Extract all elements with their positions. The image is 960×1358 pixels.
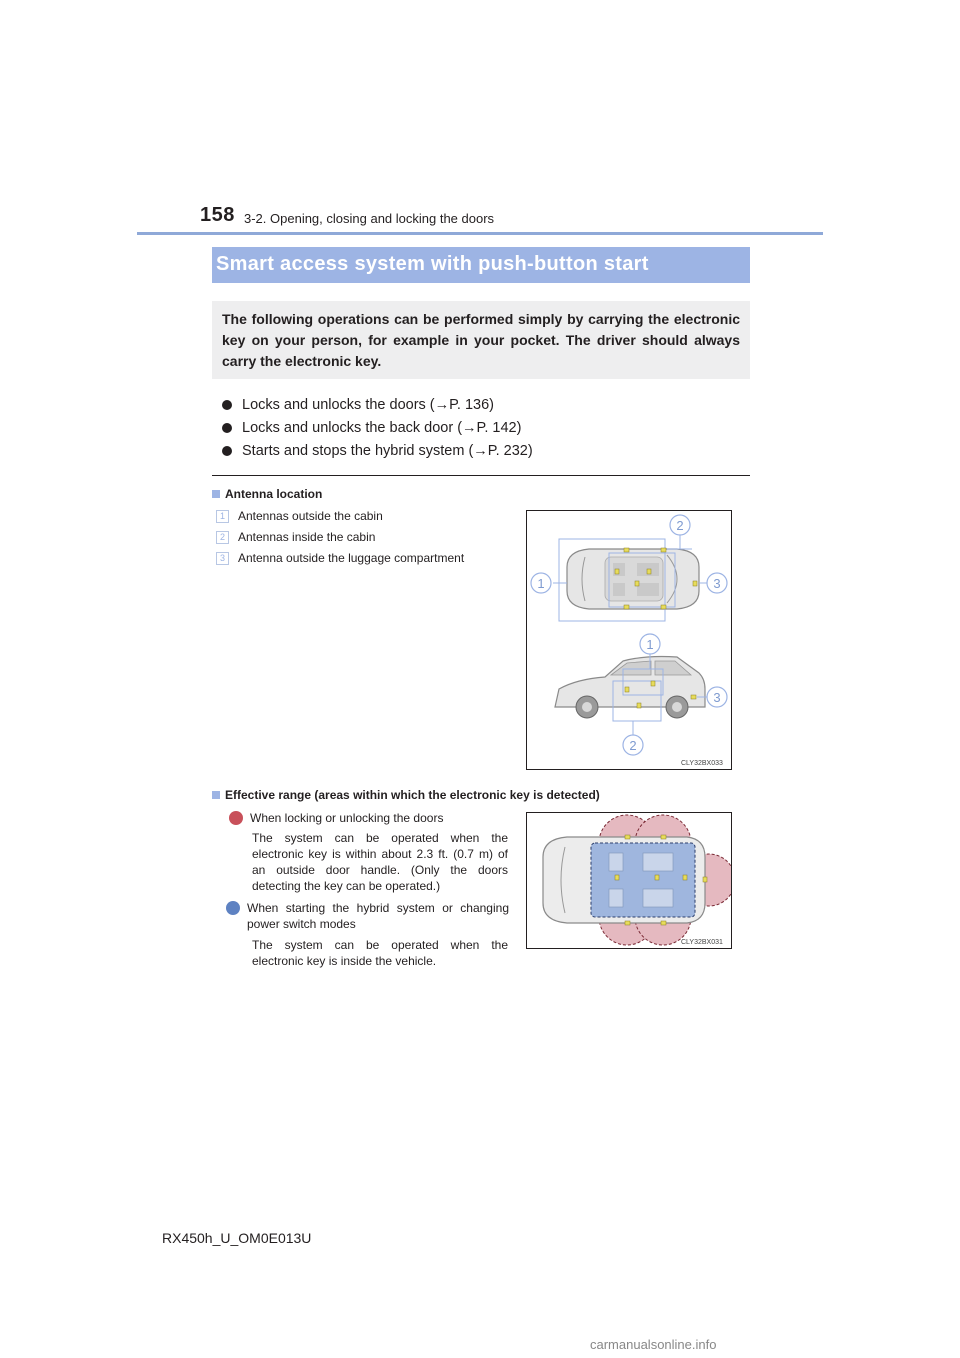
- model-code: RX450h_U_OM0E013U: [162, 1230, 312, 1246]
- range-legend-label: When locking or unlocking the doors: [250, 811, 444, 825]
- figure-code: CLY32BX031: [681, 939, 723, 946]
- section-title: Smart access system with push-button start: [216, 253, 649, 275]
- bullet-icon: [222, 400, 232, 410]
- antenna-heading: [212, 487, 322, 501]
- figure-code: CLY32BX033: [681, 760, 723, 767]
- running-header: 3-2. Opening, closing and locking the doors: [244, 211, 495, 226]
- callout-1-side: [640, 634, 660, 654]
- operations-list: [222, 393, 533, 462]
- range-heading: [212, 788, 600, 802]
- bullet-text: Starts and stops the hybrid system (→P. 232): [242, 442, 533, 459]
- antenna-item: [216, 509, 383, 523]
- page-number: 158: [200, 204, 235, 226]
- antenna-heading-text: Antenna location: [225, 487, 323, 501]
- intro-text: The following operations can be performed simply by carrying the electronic key on your person, for example in your pocket. The driver should always carry the electronic key.: [222, 311, 740, 369]
- number-badge: 1: [216, 510, 229, 523]
- antenna-item-label: Antennas outside the cabin: [238, 509, 383, 523]
- callout-label: 3: [713, 576, 721, 591]
- number-badge: 2: [216, 531, 229, 544]
- callout-label: 1: [537, 576, 545, 591]
- bullet-icon: [222, 446, 232, 456]
- number-badge: 3: [216, 552, 229, 565]
- effective-range-figure: [526, 812, 732, 949]
- callout-2-top: [670, 515, 690, 535]
- callout-label: 2: [676, 518, 684, 533]
- section-divider: [212, 475, 750, 476]
- range-legend-outside: [229, 811, 443, 825]
- bullet-text: Locks and unlocks the back door (→P. 142): [242, 419, 522, 436]
- antenna-item-label: Antenna outside the luggage compartment: [238, 551, 465, 565]
- range-legend-label: When starting the hybrid system or changing power switch modes: [247, 901, 509, 931]
- callout-2-side: [623, 735, 643, 755]
- callout-3-side: [707, 687, 727, 707]
- callout-1-top: [531, 573, 551, 593]
- callout-label: 2: [629, 738, 637, 753]
- antenna-item: [216, 551, 464, 565]
- square-bullet-icon: [212, 490, 220, 498]
- bullet-icon: [222, 423, 232, 433]
- car-side-view: [555, 657, 705, 719]
- list-item: [222, 416, 533, 439]
- car-top-view: [567, 549, 699, 609]
- antenna-location-figure: [526, 510, 732, 770]
- callout-label: 3: [713, 690, 721, 705]
- watermark: carmanualsonline.info: [590, 1337, 717, 1352]
- effective-range-diagram: [527, 813, 732, 949]
- bullet-text: Locks and unlocks the doors (→P. 136): [242, 396, 495, 413]
- list-item: [222, 393, 533, 416]
- range-heading-text: Effective range (areas within which the electronic key is detected): [225, 788, 600, 802]
- red-range-swatch-icon: [229, 811, 243, 825]
- callout-3-top: [707, 573, 727, 593]
- antenna-item-label: Antennas inside the cabin: [238, 530, 376, 544]
- range-legend-description: The system can be operated when the electronic key is inside the vehicle.: [252, 938, 508, 968]
- range-legend-description: The system can be operated when the electronic key is within about 2.3 ft. (0.7 m) of an outside door handle. (Only the doors detecting the key can be operated.): [252, 831, 508, 893]
- list-item: [222, 439, 533, 462]
- header-rule: [137, 232, 823, 235]
- range-legend-inside: [226, 900, 509, 932]
- callout-label: 1: [646, 637, 654, 652]
- square-bullet-icon: [212, 791, 220, 799]
- antenna-item: [216, 530, 375, 544]
- blue-range-swatch-icon: [226, 901, 240, 915]
- antenna-diagram: [527, 511, 732, 770]
